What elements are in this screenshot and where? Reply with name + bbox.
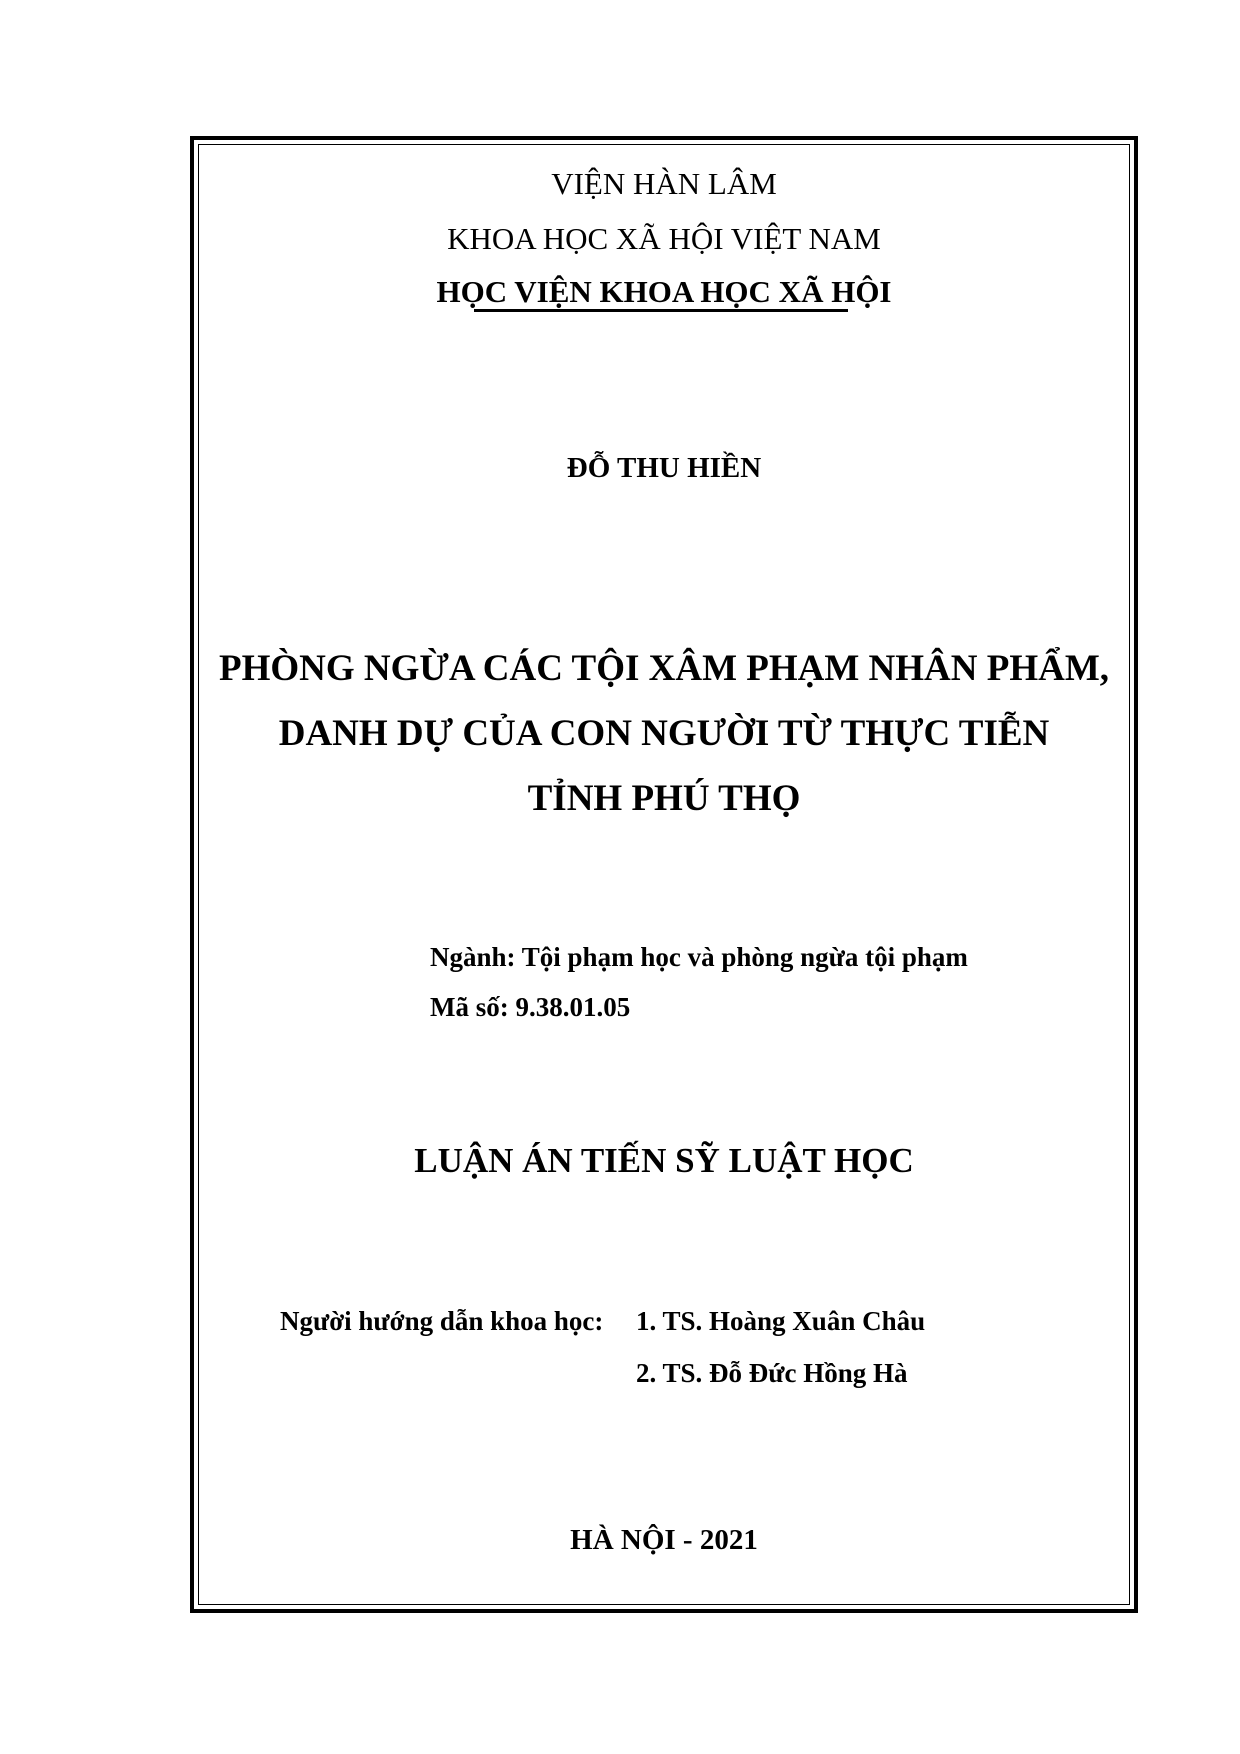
institution-name: HỌC VIỆN KHOA HỌC XÃ HỘI [436, 274, 892, 309]
institution-line-2: KHOA HỌC XÃ HỘI VIỆT NAM [447, 221, 881, 256]
thesis-title-line-3: TỈNH PHÚ THỌ [527, 778, 801, 819]
supervisor-1: 1. TS. Hoàng Xuân Châu [636, 1306, 926, 1336]
thesis-title-line-1: PHÒNG NGỪA CÁC TỘI XÂM PHẠM NHÂN PHẨM, [219, 648, 1109, 689]
thesis-title-line-2: DANH DỰ CỦA CON NGƯỜI TỪ THỰC TIỄN [278, 713, 1050, 754]
supervisor-label: Người hướng dẫn khoa học: [280, 1306, 604, 1336]
degree-title: LUẬN ÁN TIẾN SỸ LUẬT HỌC [414, 1141, 914, 1180]
code-line: Mã số: 9.38.01.05 [430, 992, 631, 1022]
supervisor-2: 2. TS. Đỗ Đức Hồng Hà [636, 1358, 908, 1388]
major-line: Ngành: Tội phạm học và phòng ngừa tội phạm [430, 942, 968, 972]
place-year: HÀ NỘI - 2021 [570, 1524, 758, 1556]
author-name: ĐỖ THU HIỀN [566, 452, 762, 484]
institution-underline [474, 309, 848, 312]
institution-line-1: VIỆN HÀN LÂM [551, 166, 777, 201]
